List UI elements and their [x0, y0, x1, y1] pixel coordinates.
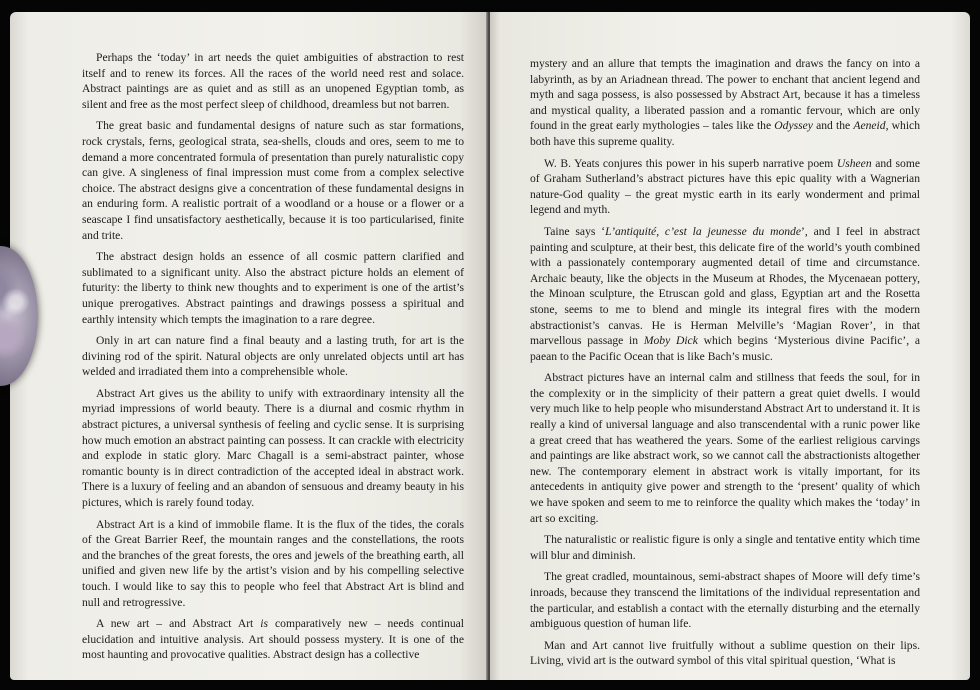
italic-text: Odyssey: [774, 119, 813, 133]
text-run: Only in art can nature find a final beauty and a lasting truth, for art is the divining rod of the spirit. Natural objects are only unrelated objects until art has welded and irradiated them into a comprehensible whole.: [82, 334, 464, 379]
text-run: mystery and an allure that tempts the imagination and draws the fancy on into a labyrinth, as by an Ariadnean thread. The power to enchant that ancient legend and myth and saga possess, is also possessed by Abstract Art, because it has a timeless and mystical quality, a liberated passion and a romantic fervour, which are only found in the great early mythologies – tales like the: [530, 57, 920, 133]
paragraph-q7: [530, 638, 920, 669]
paragraph-q6: [530, 569, 920, 631]
text-run: and some of Graham Sutherland’s abstract pictures have this epic quality with a Wagnerian nature-God quality – the great mystic earth in its early wonderment and primal legend and myth.: [530, 156, 920, 217]
right-page-text: [530, 56, 920, 675]
paragraph-q2: [530, 156, 920, 218]
paragraph-p6: [82, 517, 464, 611]
text-run: ’, and I feel in abstract painting and sculpture, at their best, this delicate fire of the world’s youth combined with a passionately contemporary augmented detail of time and circumstance. Archaic beauty, like the objects in the Museum at Rhodes, the Mycenaean pottery, the Minoan sculpture, the Etruscan gold and glass, Egyptian art and the Rosetta stone, seems to me to blend and mingle its integral fires with the modern abstractionist’s canvas. He is Herman Melville’s ‘Magian Rover’, in that marvellous passage in: [530, 224, 920, 348]
text-run: A new art – and Abstract Art: [96, 617, 261, 631]
italic-text: Usheen: [836, 156, 872, 170]
text-run: comparatively new – needs continual elucidation and intuitive analysis. Art should possess mystery. It is one of the most haunting and provocative qualities. Abstract design has a collective: [82, 617, 464, 662]
paragraph-p3: [82, 249, 464, 327]
italic-text: L’antiquité, c’est la jeunesse du monde: [605, 224, 801, 238]
paragraph-p7: [82, 616, 464, 663]
paragraph-p4: [82, 333, 464, 380]
text-run: Abstract pictures have an internal calm and stillness that feeds the soul, for in the complexity or in the simplicity of their pattern a great quiet dwells. I would very much like to help people who misunderstand Abstract Art to understand it. It is really a kind of universal language and also transcendental with a runic power like a great creed that has weathered the years. Some of the earliest religious carvings and paintings are like abstract work, so we cannot call the abstractionists altogether new. The contemporary element in abstract work is vitally important, for its antecedents in antiquity give power and strength to the ‘present’ quality of which we have spoken and seem to me to reinforce the quality which makes the ‘today’ in art so exciting.: [530, 371, 920, 525]
text-run: Abstract Art is a kind of immobile flame. It is the flux of the tides, the corals of the Great Barrier Reef, the mountain ranges and the constellations, the roots and the branches of the great forests, the ores and jewels of the breathing earth, all unified and given new life by the artist’s vision and by his compelling selective touch. I would like to say this to people who feel that Abstract Art is blind and null and retrogressive.: [82, 517, 464, 609]
text-run: The naturalistic or realistic figure is only a single and tentative entity which time will blur and diminish.: [530, 533, 920, 562]
text-run: which both have this supreme quality.: [530, 119, 920, 148]
italic-text: is: [260, 617, 269, 631]
paragraph-q3: [530, 224, 920, 364]
text-run: Abstract Art gives us the ability to unify with extraordinary intensity all the myriad impressions of world beauty. There is a diurnal and cosmic rhythm in abstract pictures, a universal synthesis of feeling and cyclic sense. It is surprising how much emotion an abstract painting can possess. It can crackle with electricity and explode in static glory. Marc Chagall is a semi-abstract painter, whose romantic bounty is in direct contradiction of the accepted ideal in abstract work. There is a luxury of feeling and an abandon of sensuous and dreamy beauty in his pictures, which is rarely found today.: [82, 386, 464, 510]
text-run: The great cradled, mountainous, semi-abstract shapes of Moore will defy time’s inroads, because they transcend the limitations of the individual representation and the particular, and establish a contact with the eternally disturbing and the eternally ambiguous question of human life.: [530, 570, 920, 631]
paragraph-q4: [530, 370, 920, 526]
text-run: Taine says ‘: [544, 224, 606, 238]
text-run: W. B. Yeats conjures this power in his superb narrative poem: [544, 156, 837, 170]
paragraph-p2: [82, 118, 464, 243]
italic-text: Aeneid,: [853, 119, 889, 133]
paragraph-q5: [530, 532, 920, 563]
text-run: Man and Art cannot live fruitfully without a sublime question on their lips. Living, vivid art is the outward symbol of this vital spiritual question, ‘What is: [530, 638, 920, 668]
paragraph-p5: [82, 386, 464, 511]
text-run: The abstract design holds an essence of all cosmic pattern clarified and sublimated to a significant unity. Also the abstract picture holds an element of futurity: the liberty to think new thoughts and to experiment is one of the artist’s unique prerogatives. Abstract paintings and drawings possess a spiritual and earthly intensity which tempts the imagination to a rare degree.: [82, 250, 464, 326]
paragraph-q1: [530, 56, 920, 150]
text-run: The great basic and fundamental designs of nature such as star formations, rock crystals, ferns, geological strata, sea-shells, clouds and ores, seem to me to demand a more concentrated formula of presentation than purely naturalistic copy can give. A singleness of final impression must come from a complex selective choice. The abstract designs give a concentration of these fundamental designs in an enduring form. A realistic portrait of a woodland or a house or a flower or a seascape I find unsatisfactory aesthetically, because it is too particularised, finite and trite.: [82, 119, 464, 242]
text-run: Perhaps the ‘today’ in art needs the quiet ambiguities of abstraction to rest itself and to renew its forces. All the races of the world need rest and solace. Abstract paintings are as quiet and as still as an unopened Egyptian tomb, as silent and free as the most perfect sleep of childhood, dreamless but not barren.: [82, 51, 464, 111]
paragraph-p1: [82, 50, 464, 112]
text-run: which begins ‘Mysterious divine Pacific’, a paean to the Pacific Ocean that is like Bach’s music.: [530, 334, 920, 363]
left-page: [10, 12, 488, 680]
left-page-text: [82, 50, 464, 669]
right-page: [490, 12, 970, 680]
text-run: and the: [812, 119, 854, 133]
italic-text: Moby Dick: [643, 334, 698, 348]
